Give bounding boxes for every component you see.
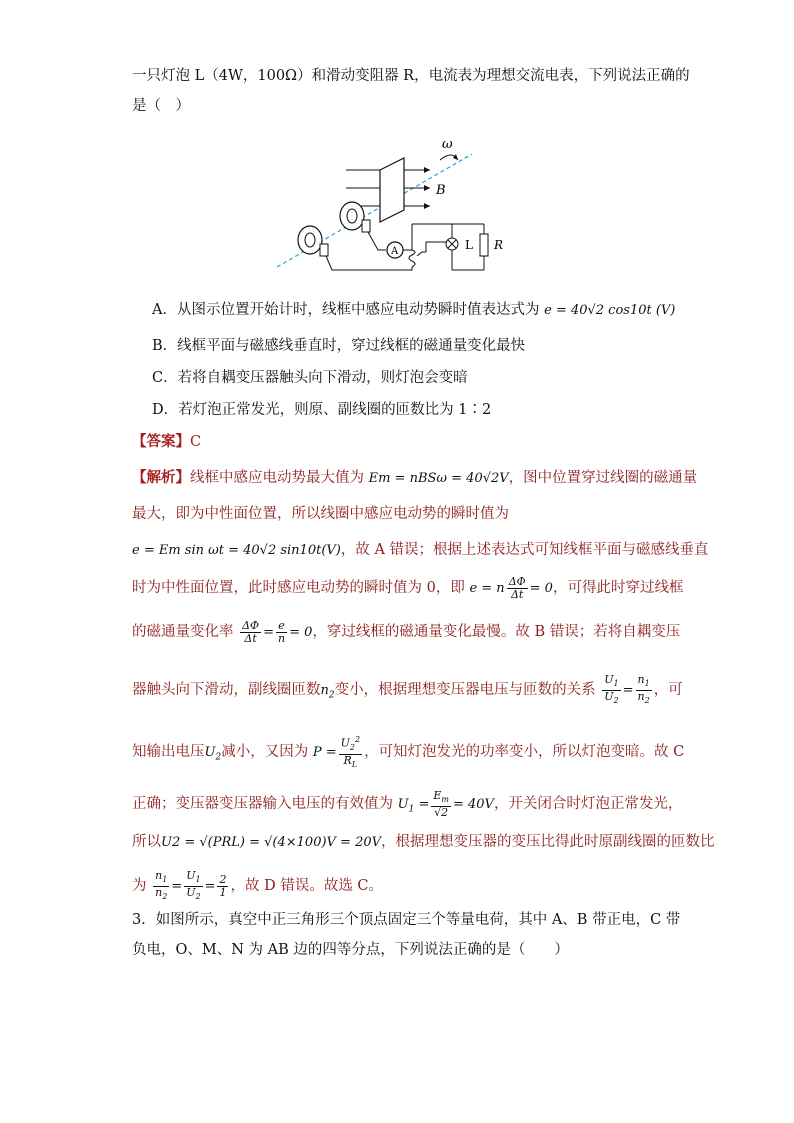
analysis-text: 时为中性面位置，此时感应电动势的瞬时值为 0，即: [132, 580, 465, 596]
analysis-text: ，穿过线框的磁通量变化最慢。故 B 错误；若将自耦变压: [312, 624, 681, 640]
analysis-text: ，可: [653, 682, 683, 699]
symbol-n2: $n_2$: [320, 683, 335, 701]
formula-emax: Em = nBSω = 40√2V: [368, 471, 509, 486]
question3-line2: 负电，O、M、N 为 AB 边的四等分点，下列说法正确的是（ ）: [132, 942, 569, 958]
analysis-text: 正确；变压器变压器输入电压的有效值为: [132, 796, 393, 813]
analysis-text: ，故 D 错误。故选 C。: [230, 878, 384, 895]
option-B: B．线框平面与磁感线垂直时，穿过线框的磁通量变化最快: [152, 338, 526, 354]
formula-power: P = $\frac{U_2^2}{R_L}$: [312, 735, 361, 770]
analysis-text: ，根据理想变压器的变压比得此时原副线圈的匝数比: [381, 834, 715, 850]
analysis-line5: [132, 620, 680, 645]
analysis-text: ，图中位置穿过线圈的磁通量: [508, 470, 698, 486]
formula-flux-rate: e = n $\frac{\Delta\Phi}{\Delta t}$ = 0: [469, 575, 553, 601]
lamp-label: L: [465, 238, 473, 252]
slip-ring-2: [298, 226, 322, 254]
analysis-label: 【解析】: [132, 469, 190, 486]
analysis-line9: [132, 832, 715, 853]
formula-turns-ratio: $\frac{n_1}{n_2}$ = $\frac{U_1}{U_2}$ = $\frac{2}{1}$: [155, 869, 227, 902]
analysis-line3: [132, 540, 709, 561]
rheostat-icon: [480, 234, 488, 256]
analysis-text: 减小，又因为: [221, 744, 309, 761]
analysis-text: 为: [132, 878, 147, 895]
analysis-line6: [132, 674, 683, 707]
ammeter-label: A: [391, 246, 399, 257]
analysis-text: 的磁通量变化率: [132, 624, 234, 640]
analysis-text: 线框中感应电动势最大值为: [190, 470, 364, 486]
answer-line: [132, 432, 201, 452]
analysis-text: 所以: [132, 834, 161, 850]
analysis-line1: [132, 468, 697, 489]
analysis-text: ，故 A 错误；根据上述表达式可知线框平面与磁感线垂直: [340, 542, 709, 558]
analysis-line10: [132, 870, 383, 903]
analysis-line4: [132, 576, 683, 601]
analysis-text: 知输出电压: [132, 744, 205, 761]
formula-e-instant: e = Em sin ωt = 40√2 sin10t(V): [132, 543, 341, 558]
analysis-line2: 最大，即为中性面位置，所以线圈中感应电动势的瞬时值为: [132, 506, 509, 522]
analysis-text: ，可知灯泡发光的功率变小，所以灯泡变暗。故 C: [364, 744, 685, 761]
question-intro-line1: 一只灯泡 L（4W，100Ω）和滑动变阻器 R，电流表为理想交流电表，下列说法正确的: [132, 68, 690, 84]
option-C: C．若将自耦变压器触头向下滑动，则灯泡会变暗: [152, 370, 468, 386]
formula-U2: U2 = √(PRL) = √(4×100)V = 20V: [161, 835, 382, 850]
option-A-text: A．从图示位置开始计时，线框中感应电动势瞬时值表达式为: [152, 302, 540, 318]
coil-frame: [380, 158, 404, 222]
analysis-line8: [132, 790, 682, 820]
answer-value: C: [190, 434, 202, 450]
analysis-text: 器触头向下滑动，副线圈匝数: [132, 682, 321, 699]
autotransformer-coil: [409, 250, 415, 267]
option-A: [152, 300, 675, 321]
generator-figure: [262, 132, 522, 272]
omega-label: ω: [442, 137, 453, 152]
question3-line1: 3．如图所示，真空中正三角形三个顶点固定三个等量电荷，其中 A、B 带正电，C 带: [132, 912, 681, 928]
formula-flux-zero: $\frac{\Delta\Phi}{\Delta t}$ = $\frac{e}{n}$ = 0: [242, 619, 313, 645]
analysis-text: ，开关闭合时灯泡正常发光，: [493, 796, 683, 813]
option-D: D．若灯泡正常发光，则原、副线圈的匝数比为 1∶2: [152, 402, 492, 418]
answer-label: 【答案】: [132, 433, 190, 450]
rheostat-label: R: [494, 238, 504, 252]
question-intro-line2: 是（ ）: [132, 98, 190, 114]
formula-U1: $U_1$ = $\frac{E_m}{√2}$ = 40V: [397, 789, 494, 820]
slip-ring-1: [340, 202, 364, 230]
symbol-U2: $U_2$: [204, 745, 222, 763]
analysis-text: ，可得此时穿过线框: [552, 580, 684, 596]
analysis-line7: [132, 734, 684, 771]
option-A-formula: e = 40√2 cos10t (V): [544, 303, 676, 318]
formula-voltage-ratio: $\frac{U_1}{U_2}$ = $\frac{n_1}{n_2}$: [604, 673, 650, 706]
field-label-B: B: [436, 183, 446, 198]
analysis-text: 变小，根据理想变压器电压与匝数的关系: [334, 682, 596, 699]
